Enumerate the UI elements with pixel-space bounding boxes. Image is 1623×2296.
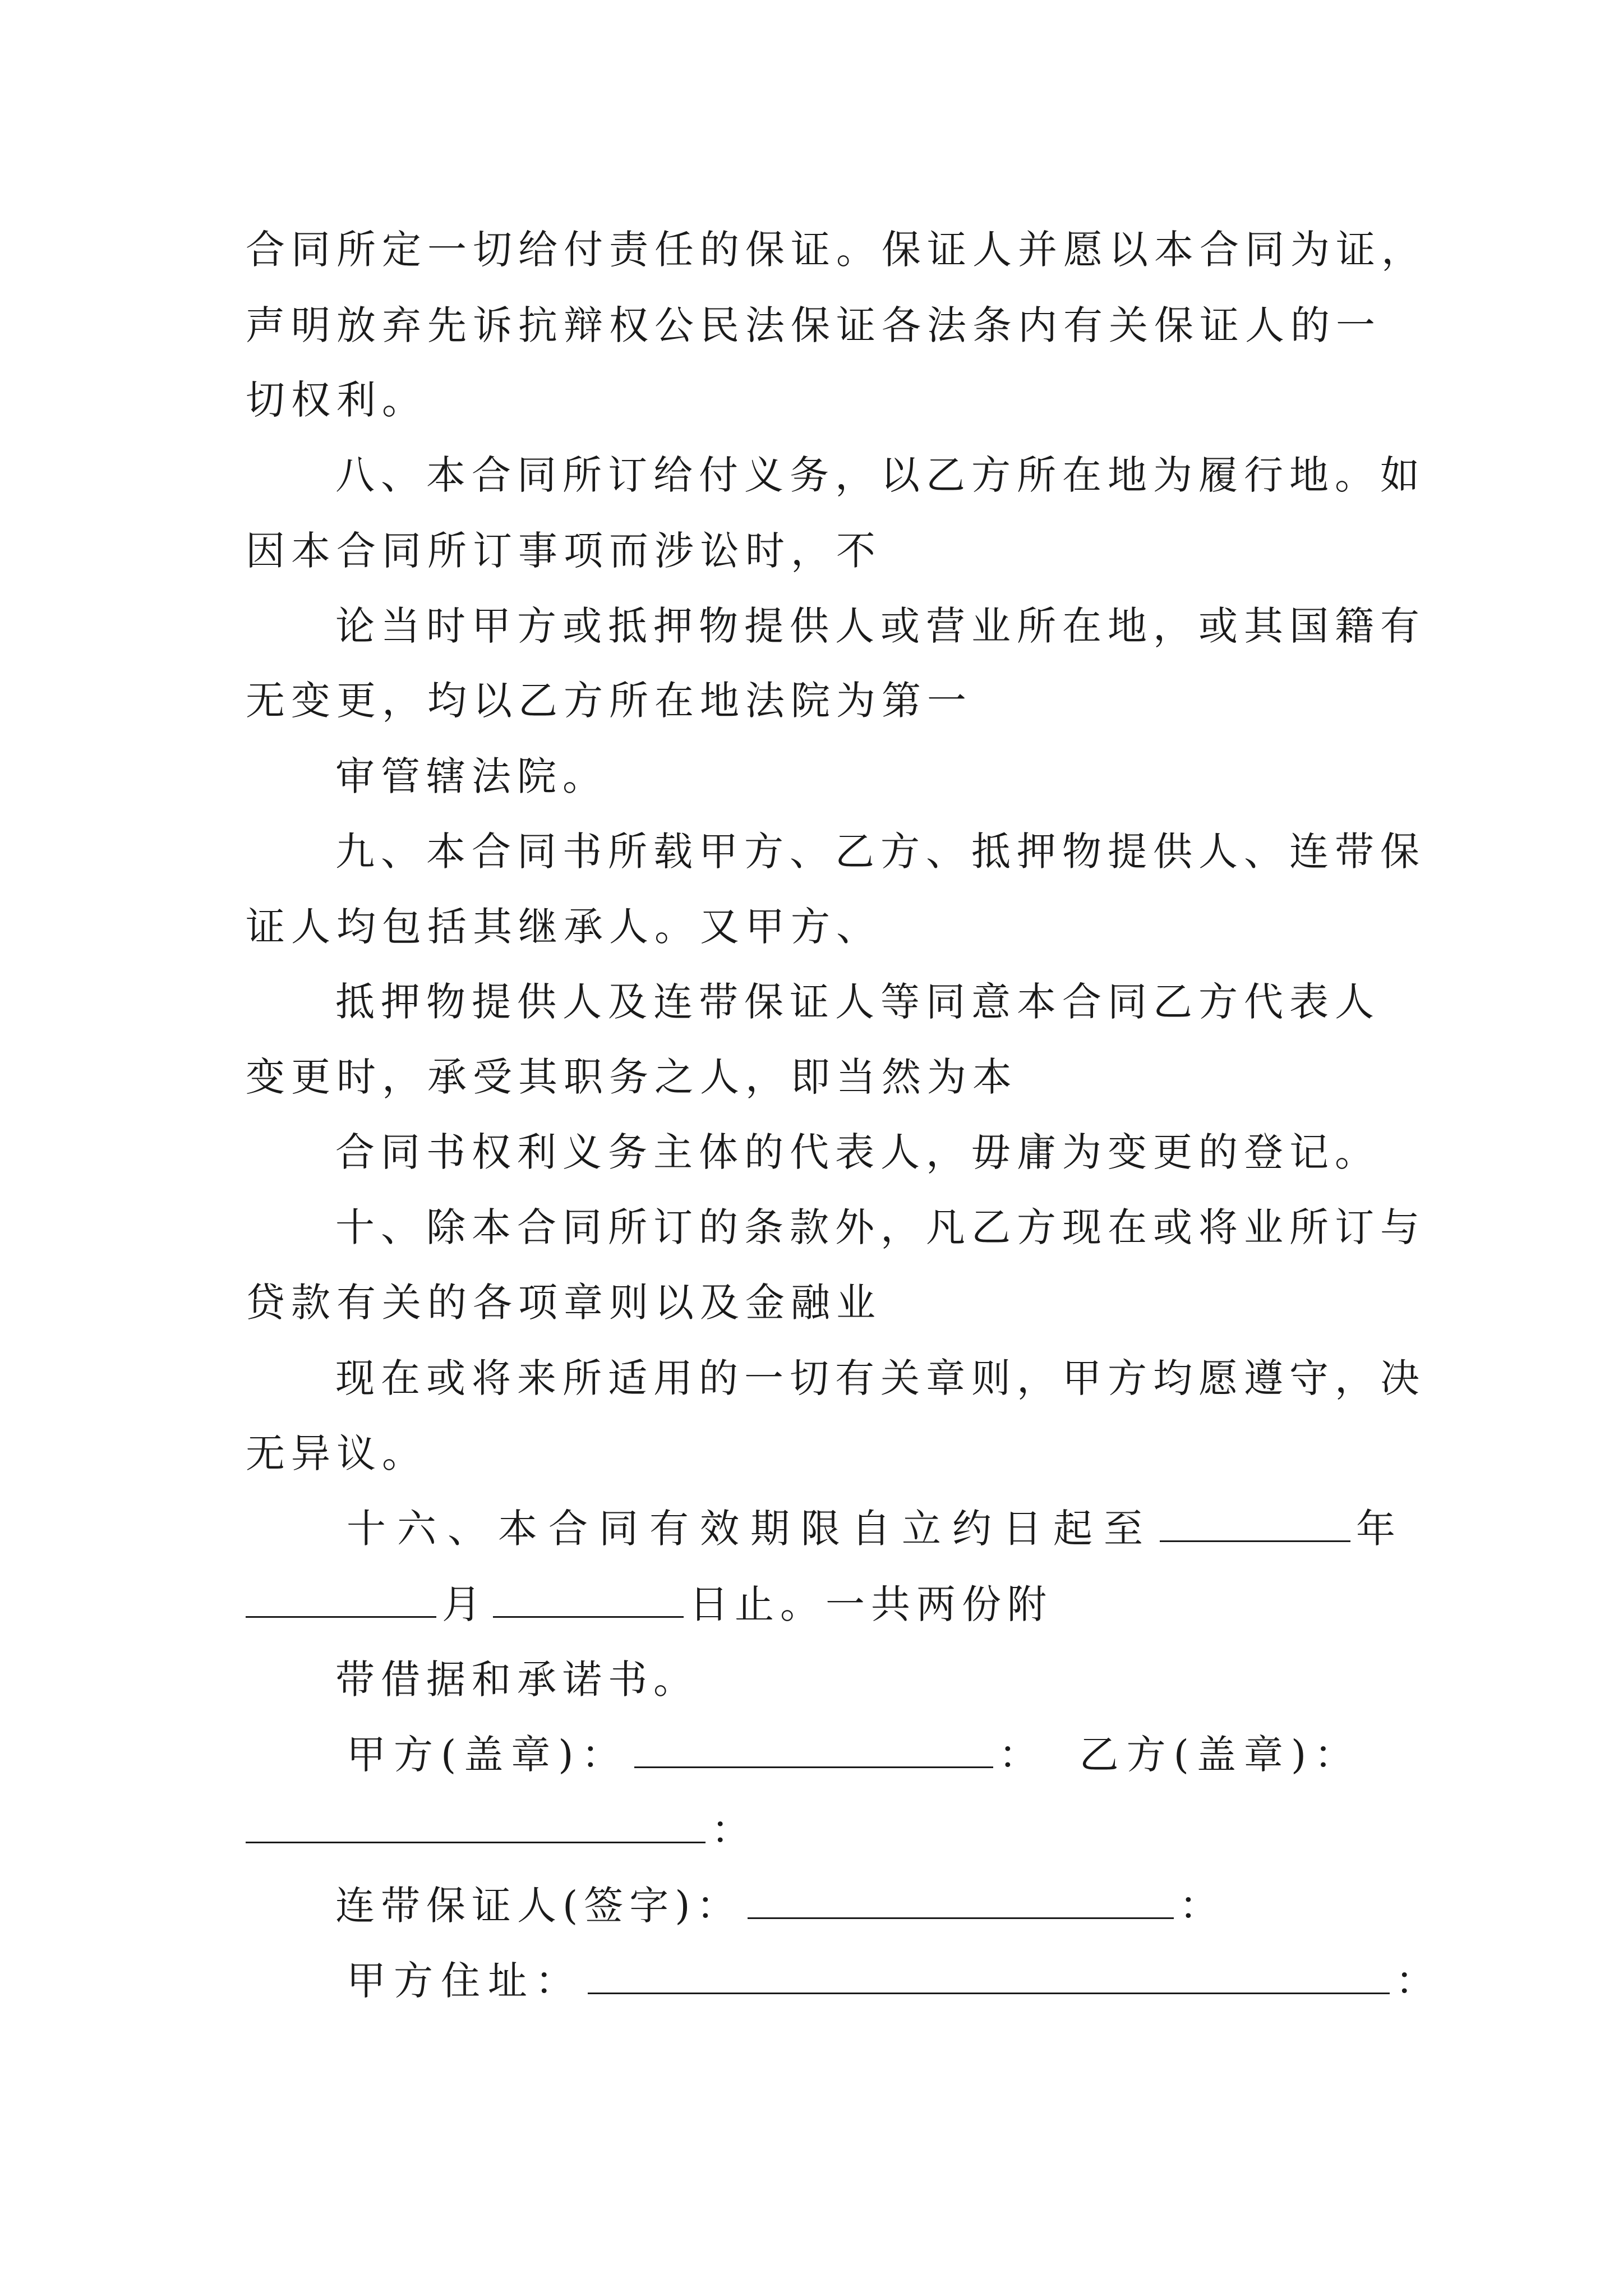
term-line-2 [246,1576,1053,1632]
party-b-colon: ： [711,1807,757,1853]
text-line: 合同书权利义务主体的代表人，毋庸为变更的登记。 [335,1129,1380,1175]
day-end-text: 日止。一共两份附 [689,1581,1053,1627]
text-line: 八、本合同所订给付义务，以乙方所在地为履行地。如 [335,452,1426,498]
term-line [347,1501,1407,1557]
text-line: 九、本合同书所载甲方、乙方、抵押物提供人、连带保 [335,829,1426,875]
text-line: 切权利。 [246,377,427,423]
term-prefix: 十六、本合同有效期限自立约日起至 [347,1506,1154,1552]
month-blank[interactable] [246,1581,436,1618]
text-line: 贷款有关的各项章则以及金融业 [246,1280,882,1326]
year-label: 年 [1356,1506,1407,1552]
text-line: 合同所定一切给付责任的保证。保证人并愿以本合同为证， [246,227,1427,273]
address-line [347,1953,1442,2009]
text-line: 声明放弃先诉抗辩权公民法保证各法条内有关保证人的一 [246,302,1381,348]
year-blank[interactable] [1160,1506,1350,1542]
day-blank[interactable] [493,1581,684,1618]
text-line: 因本合同所订事项而涉讼时，不 [246,528,882,574]
text-line: 变更时，承受其职务之人，即当然为本 [246,1054,1018,1100]
guarantor-line [335,1878,1225,1934]
address-label: 甲方住址： [347,1958,582,2004]
text-line: 审管辖法院。 [335,753,608,799]
text-line: 抵押物提供人及连带保证人等同意本合同乙方代表人 [335,979,1380,1025]
text-line: 论当时甲方或抵押物提供人或营业所在地，或其国籍有 [335,603,1426,649]
text-line: 证人均包括其继承人。又甲方、 [246,904,882,950]
party-b-seal-blank[interactable] [246,1807,706,1843]
signature-parties-line [347,1727,1361,1783]
text-line: 无变更，均以乙方所在地法院为第一 [246,678,972,724]
party-a-colon: ： [998,1732,1046,1778]
text-line: 无异议。 [246,1430,427,1476]
guarantor-label: 连带保证人(签字)： [335,1883,742,1929]
party-a-seal-blank[interactable] [634,1732,993,1768]
text-line: 十、除本合同所订的条款外，凡乙方现在或将业所订与 [335,1204,1426,1250]
guarantor-signature-blank[interactable] [748,1883,1174,1919]
text-line: 现在或将来所适用的一切有关章则，甲方均愿遵守，决 [335,1355,1426,1401]
address-colon: ： [1395,1958,1442,2004]
month-label: 月 [442,1581,487,1627]
party-b-blank-line [246,1802,757,1858]
party-b-label: 乙方(盖章)： [1079,1732,1362,1778]
address-blank[interactable] [588,1958,1390,1994]
guarantor-colon: ： [1179,1883,1225,1929]
text-line: 带借据和承诺书。 [335,1657,699,1703]
party-a-label: 甲方(盖章)： [347,1732,629,1778]
